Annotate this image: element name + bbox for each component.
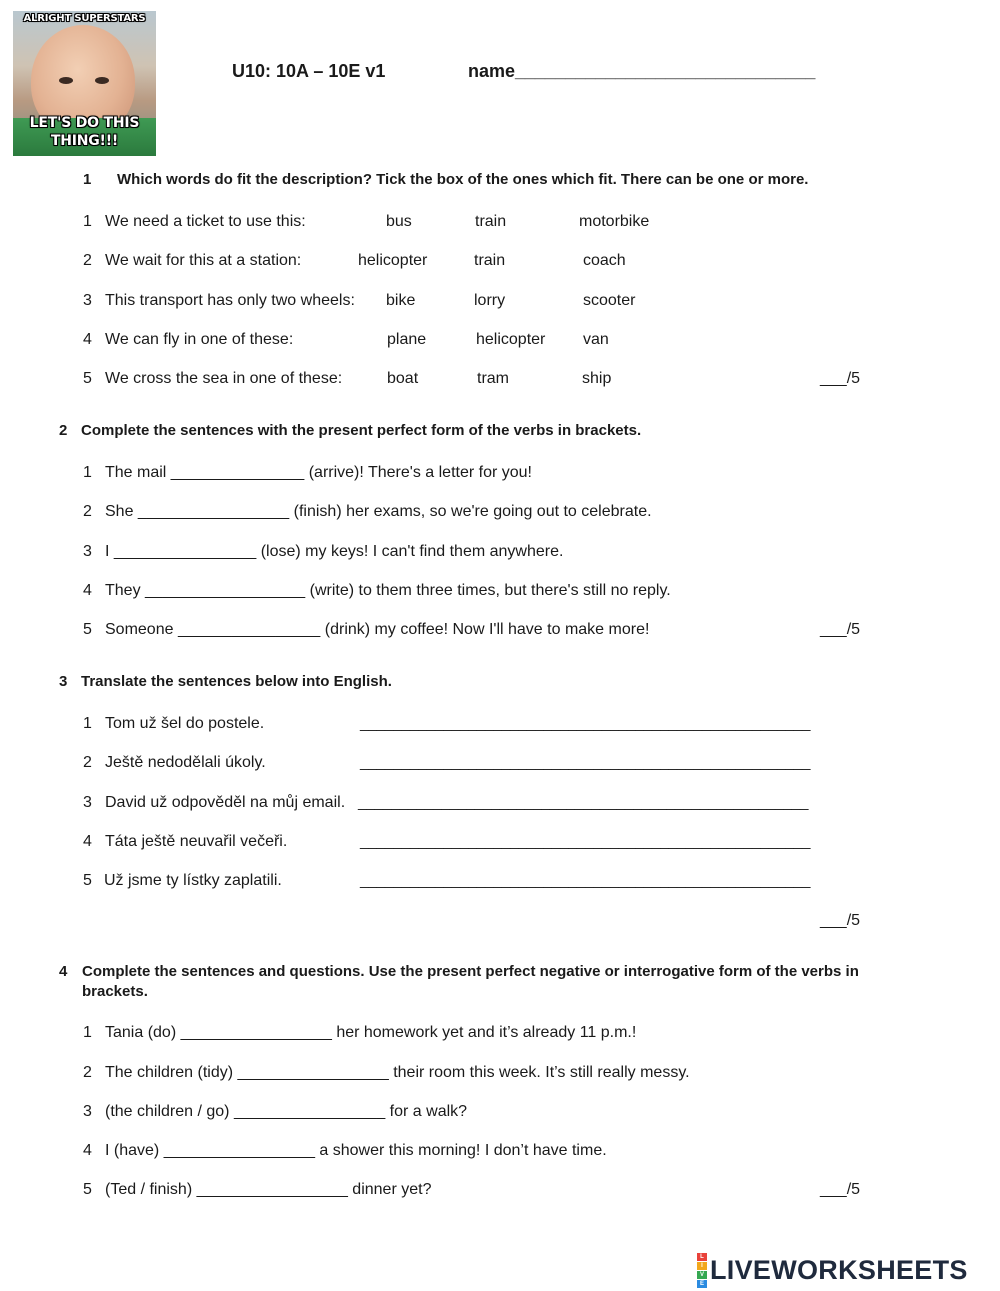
item-number: 5 <box>83 1181 92 1198</box>
item-number: 2 <box>83 252 92 269</box>
gap-fill-sentence[interactable]: I (have) _________________ a shower this morning! I don’t have time. <box>105 1142 607 1159</box>
meme-caption-top: ALRIGHT SUPERSTARS <box>23 13 146 24</box>
gap-fill-sentence[interactable]: The mail _______________ (arrive)! There's a letter for you! <box>105 464 532 481</box>
option-checkbox[interactable]: van <box>583 331 609 348</box>
score-field: ___/5 <box>820 370 861 387</box>
gap-fill-sentence[interactable]: They __________________ (write) to them three times, but there's still no reply. <box>105 582 671 599</box>
option-checkbox[interactable]: lorry <box>474 292 506 309</box>
baby-eye <box>59 77 73 84</box>
item-number: 5 <box>83 872 92 889</box>
exercise-instruction: Complete the sentences and questions. Use the present perfect negative or interrogative form of the verbs in <box>82 963 859 980</box>
exercise-instruction-continued: brackets. <box>82 983 148 1000</box>
score-field: ___/5 <box>820 1181 861 1198</box>
item-number: 5 <box>83 370 92 387</box>
item-number: 3 <box>83 1103 92 1120</box>
item-number: 3 <box>83 543 92 560</box>
option-checkbox[interactable]: train <box>474 252 506 269</box>
exercise-number: 4 <box>59 963 68 980</box>
option-checkbox[interactable]: coach <box>583 252 626 269</box>
gap-fill-sentence[interactable]: I ________________ (lose) my keys! I can't find them anywhere. <box>105 543 564 560</box>
item-number: 4 <box>83 1142 92 1159</box>
exercise-instruction: Complete the sentences with the present perfect form of the verbs in brackets. <box>81 422 642 439</box>
item-number: 3 <box>83 292 92 309</box>
logo-tile: I <box>697 1262 707 1270</box>
gap-fill-sentence[interactable]: Tania (do) _________________ her homework yet and it’s already 11 p.m.! <box>105 1024 637 1041</box>
meme-caption-line: THING!!! <box>50 133 119 149</box>
name-field[interactable]: name______________________________ <box>468 61 816 81</box>
meme-caption-line: LET'S DO THIS <box>29 115 140 131</box>
logo-tile: L <box>697 1253 707 1261</box>
exercise-number: 2 <box>59 422 68 439</box>
czech-sentence: David už odpověděl na můj email. <box>105 794 346 811</box>
option-checkbox[interactable]: tram <box>477 370 509 387</box>
gap-fill-sentence[interactable]: The children (tidy) _________________ their room this week. It’s still really messy. <box>105 1064 690 1081</box>
translation-line[interactable]: ______________________________________________________ <box>360 833 811 850</box>
exercise-instruction: Translate the sentences below into English. <box>81 673 392 690</box>
gap-fill-sentence[interactable]: Someone ________________ (drink) my coffee! Now I'll have to make more! <box>105 621 650 638</box>
option-checkbox[interactable]: bus <box>386 213 412 230</box>
option-checkbox[interactable]: helicopter <box>358 252 428 269</box>
item-number: 4 <box>83 582 92 599</box>
score-field: ___/5 <box>820 621 861 638</box>
item-text: We wait for this at a station: <box>105 252 302 269</box>
score-field: ___/5 <box>820 912 861 929</box>
item-text: We can fly in one of these: <box>105 331 294 348</box>
item-number: 1 <box>83 213 92 230</box>
czech-sentence: Ještě nedodělali úkoly. <box>105 754 266 771</box>
czech-sentence: Tom už šel do postele. <box>105 715 265 732</box>
worksheet-title: U10: 10A – 10E v1 <box>232 61 386 81</box>
exercise-instruction: Which words do fit the description? Tick the box of the ones which fit. There can be one or more. <box>117 171 809 188</box>
logo-text: LIVEWORKSHEETS <box>710 1254 968 1285</box>
option-checkbox[interactable]: plane <box>387 331 427 348</box>
item-number: 4 <box>83 833 92 850</box>
exercise-number: 3 <box>59 673 68 690</box>
baby-eye <box>95 77 109 84</box>
item-number: 2 <box>83 503 92 520</box>
option-checkbox[interactable]: train <box>475 213 507 230</box>
item-number: 4 <box>83 331 92 348</box>
item-number: 1 <box>83 464 92 481</box>
logo-tile: V <box>697 1271 707 1279</box>
item-text: We need a ticket to use this: <box>105 213 306 230</box>
item-number: 1 <box>83 1024 92 1041</box>
logo-tiles <box>697 1253 707 1288</box>
item-number: 2 <box>83 754 92 771</box>
item-number: 1 <box>83 715 92 732</box>
item-number: 2 <box>83 1064 92 1081</box>
czech-sentence: Táta ještě neuvařil večeři. <box>105 833 288 850</box>
option-checkbox[interactable]: helicopter <box>476 331 546 348</box>
item-text: This transport has only two wheels: <box>105 292 355 309</box>
czech-sentence: Už jsme ty lístky zaplatili. <box>104 872 282 889</box>
item-number: 5 <box>83 621 92 638</box>
translation-line[interactable]: ______________________________________________________ <box>360 754 811 771</box>
option-checkbox[interactable]: scooter <box>583 292 636 309</box>
liveworksheets-logo <box>697 1254 968 1286</box>
logo-tile: E <box>697 1280 707 1288</box>
option-checkbox[interactable]: ship <box>582 370 612 387</box>
gap-fill-sentence[interactable]: (Ted / finish) _________________ dinner yet? <box>105 1181 432 1198</box>
option-checkbox[interactable]: bike <box>386 292 416 309</box>
gap-fill-sentence[interactable]: (the children / go) _________________ for a walk? <box>105 1103 468 1120</box>
meme-caption-bottom <box>13 114 156 150</box>
option-checkbox[interactable]: boat <box>387 370 419 387</box>
item-number: 3 <box>83 794 92 811</box>
translation-line[interactable]: ______________________________________________________ <box>360 872 811 889</box>
exercise-number: 1 <box>83 171 92 188</box>
option-checkbox[interactable]: motorbike <box>579 213 650 230</box>
meme-image <box>13 11 156 156</box>
translation-line[interactable]: ______________________________________________________ <box>360 715 811 732</box>
gap-fill-sentence[interactable]: She _________________ (finish) her exams, so we're going out to celebrate. <box>105 503 652 520</box>
translation-line[interactable]: ______________________________________________________ <box>358 794 809 811</box>
item-text: We cross the sea in one of these: <box>105 370 343 387</box>
